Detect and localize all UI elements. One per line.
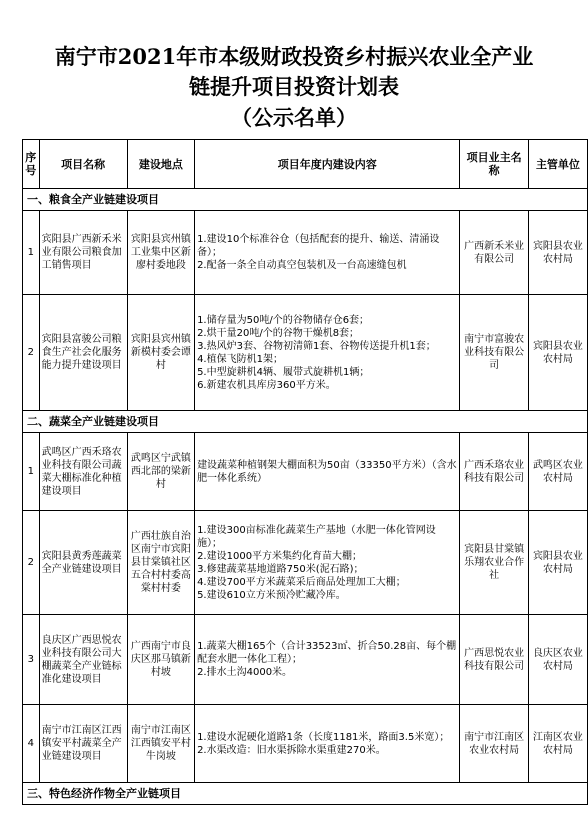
cell-content (195, 511, 460, 615)
cell-name: 武鸣区广西禾珞农业科技有限公司蔬菜大棚标准化种植建设项目 (39, 433, 127, 511)
section-row (23, 189, 588, 211)
header-owner: 项目业主名称 (460, 140, 528, 189)
cell-dept: 宾阳县农业农村局 (528, 211, 587, 295)
cell-name: 南宁市江南区江西镇安平村蔬菜全产业链建设项目 (39, 705, 127, 783)
cell-owner: 广西禾珞农业科技有限公司 (460, 433, 528, 511)
cell-name: 良庆区广西思悦农业科技有限公司大棚蔬菜全产业链标准化建设项目 (39, 615, 127, 705)
cell-content (195, 433, 460, 511)
content-item: 1.建设10个标准谷仓（包括配套的提升、输送、清涌设备）； (197, 234, 440, 258)
title-line-3: （公示名单） (231, 105, 357, 130)
content-item: 1.建设水泥硬化道路1条（长度1181米，路面3.5米宽）； (197, 731, 450, 743)
cell-owner: 宾阳县甘棠镇乐翔农业合作社 (460, 511, 528, 615)
cell-name: 宾阳县富骏公司粮食生产社会化服务能力提升建设项目 (39, 295, 127, 411)
title-line-1: 南宁市2021年市本级财政投资乡村振兴农业全产业 (54, 44, 534, 69)
cell-no: 1 (23, 433, 40, 511)
cell-content (195, 615, 460, 705)
cell-dept: 武鸣区农业农村局 (528, 433, 587, 511)
section-row (23, 411, 588, 433)
cell-name: 宾阳县广西新禾米业有限公司粮食加工销售项目 (39, 211, 127, 295)
cell-no: 1 (23, 211, 40, 295)
table-header-row (23, 140, 588, 189)
content-item: 3.热风炉3套、谷物初清筛1套、谷物传送提升机1套； (197, 340, 436, 352)
cell-owner: 南宁市富骏农业科技有限公司 (460, 295, 528, 411)
cell-name: 宾阳县黄秀莲蔬菜全产业链建设项目 (39, 511, 127, 615)
cell-no: 2 (23, 511, 40, 615)
cell-content (195, 295, 460, 411)
cell-location: 广西壮族自治区南宁市宾阳县甘棠镇社区五合村村委高棠村村委 (127, 511, 194, 615)
cell-dept: 宾阳县农业农村局 (528, 511, 587, 615)
cell-location: 武鸣区宁武镇西北部的梁新村 (127, 433, 194, 511)
cell-dept: 宾阳县农业农村局 (528, 295, 587, 411)
section-row (23, 783, 588, 805)
project-table (22, 139, 588, 805)
section-heading: 一、粮食全产业链建设项目 (23, 189, 588, 211)
cell-content (195, 211, 460, 295)
table-row (23, 615, 588, 705)
header-name: 项目名称 (39, 140, 127, 189)
cell-location: 宾阳县宾州镇工业集中区新廖村委地段 (127, 211, 194, 295)
cell-location: 广西南宁市良庆区那马镇新村坡 (127, 615, 194, 705)
section-heading: 二、蔬菜全产业链建设项目 (23, 411, 588, 433)
header-no: 序号 (23, 140, 40, 189)
content-item: 2.排水土沟4000米。 (197, 667, 293, 678)
cell-owner: 南宁市江南区农业农村局 (460, 705, 528, 783)
cell-owner: 广西思悦农业科技有限公司 (460, 615, 528, 705)
content-item: 1.储存量为50吨/个的谷物储存仓6套； (197, 314, 370, 326)
content-item: 2.水渠改造：旧水渠拆除水渠重建270米。 (197, 744, 386, 756)
content-item: 1.建设300亩标准化蔬菜生产基地（水肥一体化管网设施）； (197, 524, 436, 549)
content-item: 4.建设700平方米蔬菜采后商品处理加工大棚； (197, 576, 406, 588)
content-item: 1.蔬菜大棚165个（合计33523㎡、折合50.28亩、每个棚配套水肥一体化工程）； (197, 641, 457, 665)
section-heading: 三、特色经济作物全产业链项目 (23, 783, 588, 805)
table-row (23, 295, 588, 411)
cell-location: 宾阳县宾州镇新模村委会谭村 (127, 295, 194, 411)
cell-owner: 广西新禾米业有限公司 (460, 211, 528, 295)
header-dept: 主管单位 (528, 140, 587, 189)
cell-dept: 江南区农业农村局 (528, 705, 587, 783)
content-item: 2.建设1000平方米集约化育苗大棚； (197, 550, 363, 562)
cell-dept: 良庆区农业农村局 (528, 615, 587, 705)
content-item: 5.中型旋耕机4辆、履带式旋耕机1辆； (197, 366, 370, 378)
table-row (23, 511, 588, 615)
content-item: 建设蔬菜种植钢架大棚面积为50亩（33350平方米）（含水肥一体化系统） (197, 459, 457, 484)
table-row (23, 705, 588, 783)
header-location: 建设地点 (127, 140, 194, 189)
cell-no: 4 (23, 705, 40, 783)
content-item: 3.修建蔬菜基地道路750米(泥石路)； (197, 563, 364, 575)
content-item: 4.植保飞防机1架； (197, 353, 283, 365)
title-line-2: 链提升项目投资计划表 (189, 74, 399, 99)
content-item: 2.烘干量20吨/个的谷物干燥机8套； (197, 327, 360, 339)
header-content: 项目年度内建设内容 (195, 140, 460, 189)
content-item: 6.新建农机具库房360平方米。 (197, 379, 336, 391)
cell-content (195, 705, 460, 783)
cell-no: 3 (23, 615, 40, 705)
table-row (23, 433, 588, 511)
content-item: 2.配备一条全自动真空包装机及一台高速缝包机 (197, 260, 407, 271)
content-item: 5.建设610立方米预冷贮藏冷库。 (197, 589, 346, 601)
cell-location: 南宁市江南区江西镇安平村牛岗坡 (127, 705, 194, 783)
cell-no: 2 (23, 295, 40, 411)
table-row (23, 211, 588, 295)
